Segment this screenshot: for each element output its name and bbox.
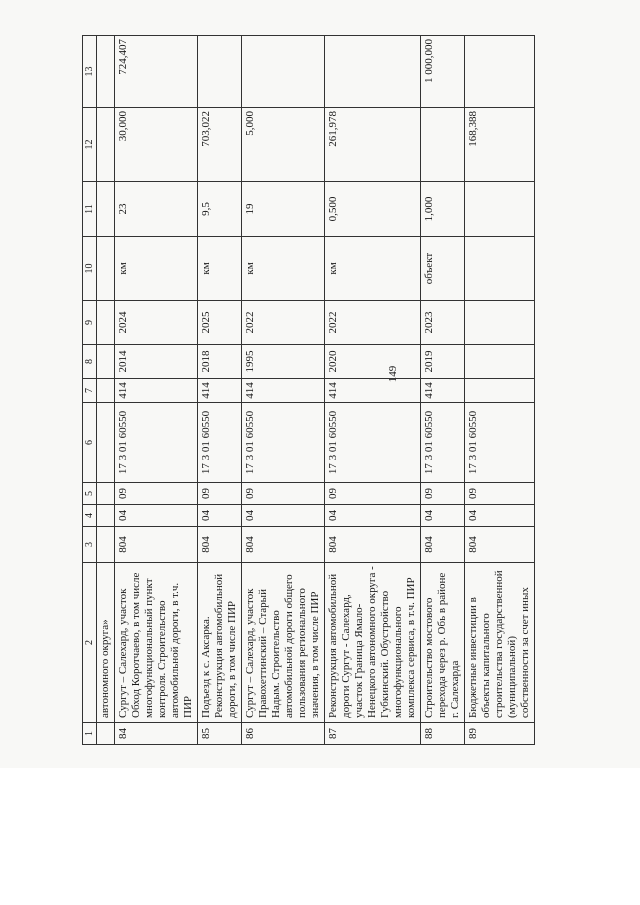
amount-2021-cell: 261,978 [325, 108, 421, 182]
unit-cell: км [198, 237, 242, 301]
row-number-cell: 87 [325, 723, 421, 745]
continuation-row [97, 36, 115, 745]
section-code-cell: 04 [115, 505, 198, 527]
subsection-code-cell: 09 [325, 483, 421, 505]
subsection-code-cell: 09 [242, 483, 325, 505]
ministry-code-cell: 804 [242, 527, 325, 563]
ministry-code-cell: 804 [421, 527, 465, 563]
section-code-cell: 04 [242, 505, 325, 527]
column-header: 4 [83, 505, 97, 527]
capacity-cell: 0,500 [325, 182, 421, 237]
amount-2022-cell: 724,407 [115, 36, 198, 108]
subsection-code-cell: 09 [115, 483, 198, 505]
target-article-cell: 17 3 01 60550 [465, 403, 535, 483]
row-number-cell: 86 [242, 723, 325, 745]
expense-type-cell: 414 [198, 379, 242, 403]
capacity-cell [465, 182, 535, 237]
section-code-cell: 04 [465, 505, 535, 527]
amount-2022-cell [242, 36, 325, 108]
start-year-cell: 2020 [325, 345, 421, 379]
subsection-code-cell: 09 [421, 483, 465, 505]
object-name-cell: Реконструкция автомобильной дороги Сургут - Салехард, участок Граница Ямало-Ненецкого автономного округа - Губкинский. Обустройство многофункционального комплекса сервиса, в т.ч. ПИР [325, 563, 421, 723]
expense-type-cell: 414 [242, 379, 325, 403]
amount-2022-cell [325, 36, 421, 108]
ministry-code-cell: 804 [115, 527, 198, 563]
page-number: 149 [387, 365, 399, 383]
table-row [115, 36, 198, 745]
end-year-cell: 2025 [198, 301, 242, 345]
end-year-cell: 2023 [421, 301, 465, 345]
end-year-cell: 2024 [115, 301, 198, 345]
cell-empty [97, 379, 115, 403]
column-header: 1 [83, 723, 97, 745]
end-year-cell: 2022 [325, 301, 421, 345]
end-year-cell [465, 301, 535, 345]
column-header: 7 [83, 379, 97, 403]
column-header: 13 [83, 36, 97, 108]
target-article-cell: 17 3 01 60550 [325, 403, 421, 483]
table-row [325, 36, 421, 745]
start-year-cell: 2014 [115, 345, 198, 379]
column-header: 9 [83, 301, 97, 345]
column-header: 11 [83, 182, 97, 237]
table-row [198, 36, 242, 745]
table-row [465, 36, 535, 745]
capacity-cell: 9,5 [198, 182, 242, 237]
cell-empty [97, 237, 115, 301]
object-name-cell: Подъезд к с. Аксарка. Реконструкция автомобильной дороги, в том числе ПИР [198, 563, 242, 723]
cell-empty [97, 345, 115, 379]
cell-empty [97, 108, 115, 182]
unit-cell: км [115, 237, 198, 301]
amount-2021-cell: 168,388 [465, 108, 535, 182]
target-article-cell: 17 3 01 60550 [242, 403, 325, 483]
expense-type-cell: 414 [115, 379, 198, 403]
column-header: 6 [83, 403, 97, 483]
cell-empty [97, 403, 115, 483]
amount-2021-cell: 30,000 [115, 108, 198, 182]
amount-2021-cell: 5,000 [242, 108, 325, 182]
capacity-cell: 19 [242, 182, 325, 237]
start-year-cell: 2019 [421, 345, 465, 379]
end-year-cell: 2022 [242, 301, 325, 345]
column-header: 5 [83, 483, 97, 505]
subsection-code-cell: 09 [465, 483, 535, 505]
capacity-cell: 23 [115, 182, 198, 237]
unit-cell: км [242, 237, 325, 301]
object-name-cell: Сургут – Салехард, участок Правохеттинский – Старый Надым. Строительство автомобильной дороги общего пользования регионального значения, в том числе ПИР [242, 563, 325, 723]
column-header: 2 [83, 563, 97, 723]
amount-2022-cell: 1 000,000 [421, 36, 465, 108]
cell-empty [97, 527, 115, 563]
cell-empty [97, 723, 115, 745]
unit-cell: объект [421, 237, 465, 301]
start-year-cell [465, 345, 535, 379]
row-number-cell: 85 [198, 723, 242, 745]
cell-empty [97, 483, 115, 505]
object-name-cell: Сургут – Салехард, участок Обход Коротчаево, в том числе многофункциональный пункт контроля. Строительство автомобильной дороги, в т.ч. ПИР [115, 563, 198, 723]
amount-2021-cell [421, 108, 465, 182]
row-number-cell: 89 [465, 723, 535, 745]
column-header: 10 [83, 237, 97, 301]
object-name-cell: Бюджетные инвестиции в объекты капитального строительства государственной (муниципальной) собственности за счет иных [465, 563, 535, 723]
unit-cell: км [325, 237, 421, 301]
section-code-cell: 04 [325, 505, 421, 527]
column-header: 3 [83, 527, 97, 563]
continuation-text: автономного округа» [97, 563, 115, 723]
rotated-table-block [82, 36, 531, 745]
cell-empty [97, 301, 115, 345]
row-number-cell: 84 [115, 723, 198, 745]
column-header: 8 [83, 345, 97, 379]
cell-empty [97, 182, 115, 237]
budget-table [82, 35, 535, 745]
section-code-cell: 04 [198, 505, 242, 527]
unit-cell [465, 237, 535, 301]
amount-2022-cell [465, 36, 535, 108]
ministry-code-cell: 804 [325, 527, 421, 563]
object-name-cell: Строительство мостового перехода через р. Обь в районе г. Салехарда [421, 563, 465, 723]
expense-type-cell: 414 [421, 379, 465, 403]
cell-empty [97, 36, 115, 108]
table-row [421, 36, 465, 745]
amount-2021-cell: 703,022 [198, 108, 242, 182]
section-code-cell: 04 [421, 505, 465, 527]
capacity-cell: 1,000 [421, 182, 465, 237]
cell-empty [97, 505, 115, 527]
row-number-cell: 88 [421, 723, 465, 745]
column-header: 12 [83, 108, 97, 182]
table-row [242, 36, 325, 745]
start-year-cell: 2018 [198, 345, 242, 379]
expense-type-cell: 414 [325, 379, 421, 403]
subsection-code-cell: 09 [198, 483, 242, 505]
ministry-code-cell: 804 [198, 527, 242, 563]
expense-type-cell [465, 379, 535, 403]
target-article-cell: 17 3 01 60550 [421, 403, 465, 483]
column-header-row [83, 36, 97, 745]
start-year-cell: 1995 [242, 345, 325, 379]
target-article-cell: 17 3 01 60550 [198, 403, 242, 483]
ministry-code-cell: 804 [465, 527, 535, 563]
amount-2022-cell [198, 36, 242, 108]
target-article-cell: 17 3 01 60550 [115, 403, 198, 483]
